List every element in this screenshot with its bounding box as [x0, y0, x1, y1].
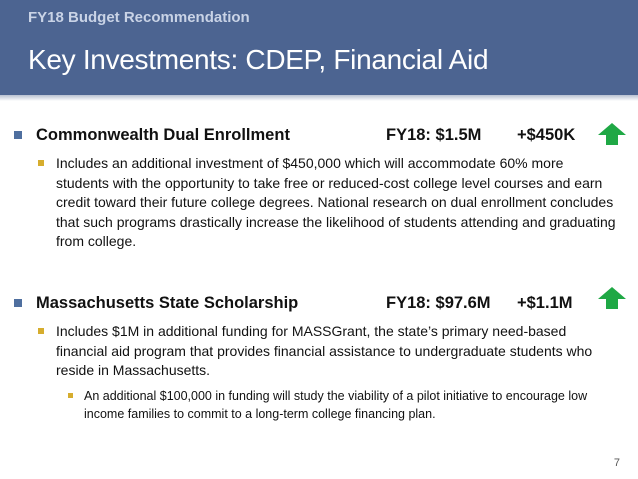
item-increase: +$1.1M — [517, 294, 573, 312]
item-name: Commonwealth Dual Enrollment — [36, 126, 290, 144]
bullet-dual-enrollment — [14, 123, 634, 147]
green-up-arrow-icon — [597, 122, 627, 146]
item-fy18-amount: FY18: $1.5M — [386, 126, 482, 144]
green-up-arrow-icon — [597, 286, 627, 310]
item-name: Massachusetts State Scholarship — [36, 294, 299, 312]
square-bullet-icon — [38, 160, 44, 166]
item-fy18-amount: FY18: $97.6M — [386, 294, 491, 312]
slide-header — [0, 0, 638, 95]
square-bullet-icon — [38, 328, 44, 334]
square-bullet-icon — [68, 393, 73, 398]
subdetail-pilot-initiative — [68, 387, 613, 427]
slide-title: Key Investments: CDEP, Financial Aid — [28, 44, 489, 75]
header-divider — [0, 95, 638, 101]
detail-dual-enrollment — [38, 154, 616, 254]
square-bullet-icon — [14, 131, 22, 139]
subdetail-text: An additional $100,000 in funding will study the viability of a pilot initiative to encourage low income families to commit to a long-term college financing plan. — [84, 389, 588, 421]
item-increase: +$450K — [517, 126, 576, 144]
bullet-state-scholarship — [14, 291, 634, 315]
square-bullet-icon — [14, 299, 22, 307]
detail-text: Includes an additional investment of $450,000 which will accommodate 60% more students with the opportunity to take free or reduced-cost college level courses and earn credit toward their future college degrees. National research on dual enrollment concludes that such programs drastically increase the likelihood of students attending and graduating from college. — [56, 155, 616, 249]
page-number: 7 — [613, 457, 620, 469]
detail-state-scholarship — [38, 322, 613, 382]
slide-subtitle: FY18 Budget Recommendation — [28, 9, 250, 26]
detail-text: Includes $1M in additional funding for MASSGrant, the state’s primary need-based financial aid program that provides financial assistance to undergraduate students who reside in Massachusetts. — [56, 323, 593, 378]
